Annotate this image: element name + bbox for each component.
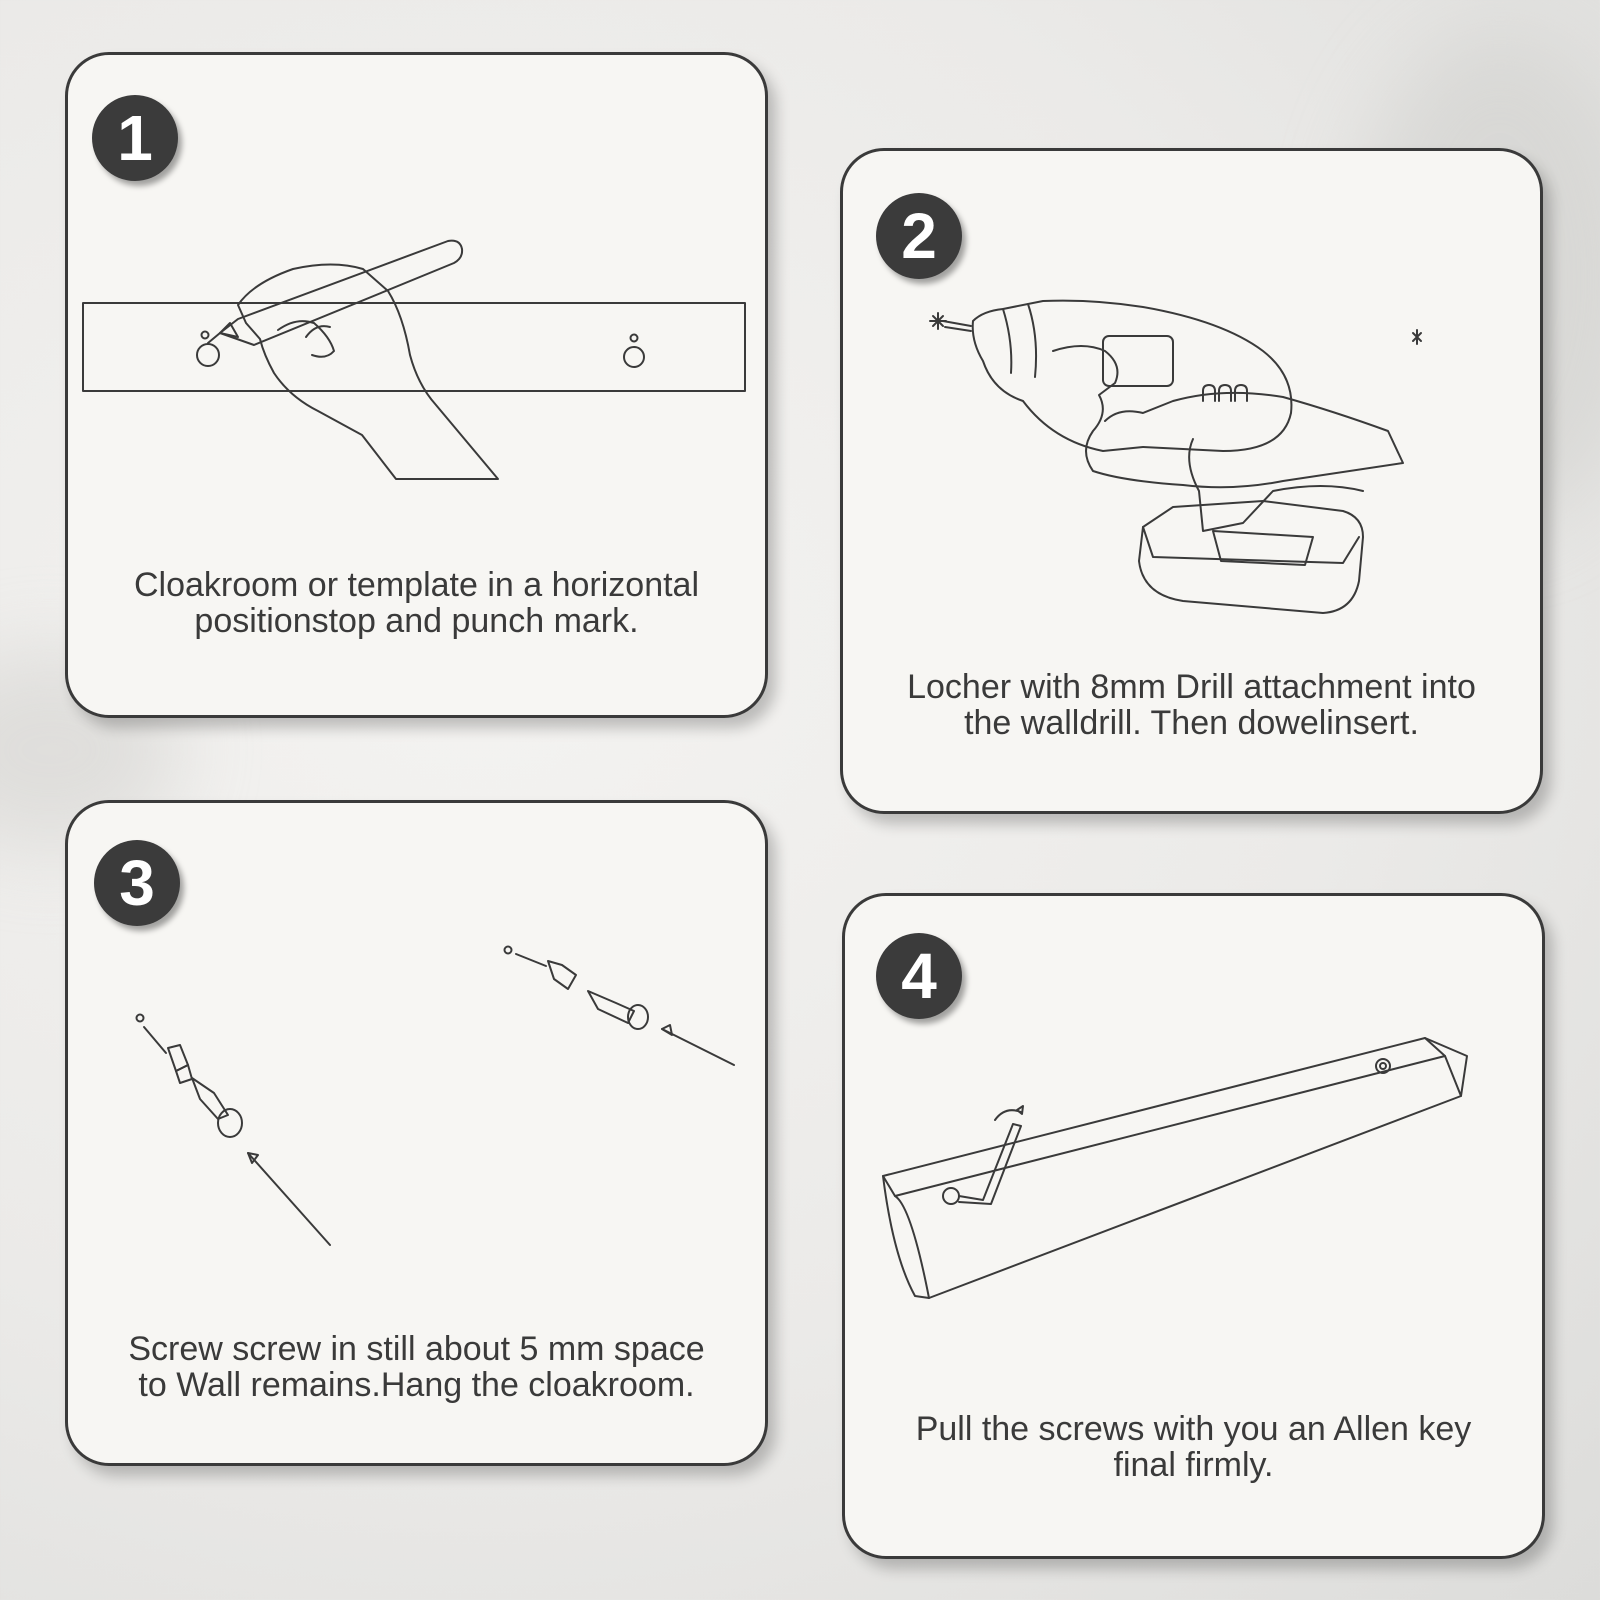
step-caption: Pull the screws with you an Allen key final firmly. (915, 1410, 1472, 1484)
step-1-card (65, 52, 768, 718)
step-number-badge: 2 (876, 193, 962, 279)
step-4-card (842, 893, 1545, 1559)
step-number-badge: 3 (94, 840, 180, 926)
step-caption: Locher with 8mm Drill attachment into the walldrill. Then dowelinsert. (907, 668, 1476, 742)
step-caption: Cloakroom or template in a horizontal positionstop and punch mark. (133, 566, 700, 640)
step-caption: Screw screw in still about 5 mm space to Wall remains.Hang the cloakroom. (128, 1330, 705, 1404)
step-2-card (840, 148, 1543, 814)
step-number-badge: 1 (92, 95, 178, 181)
step-3-card (65, 800, 768, 1466)
step-number-badge: 4 (876, 933, 962, 1019)
